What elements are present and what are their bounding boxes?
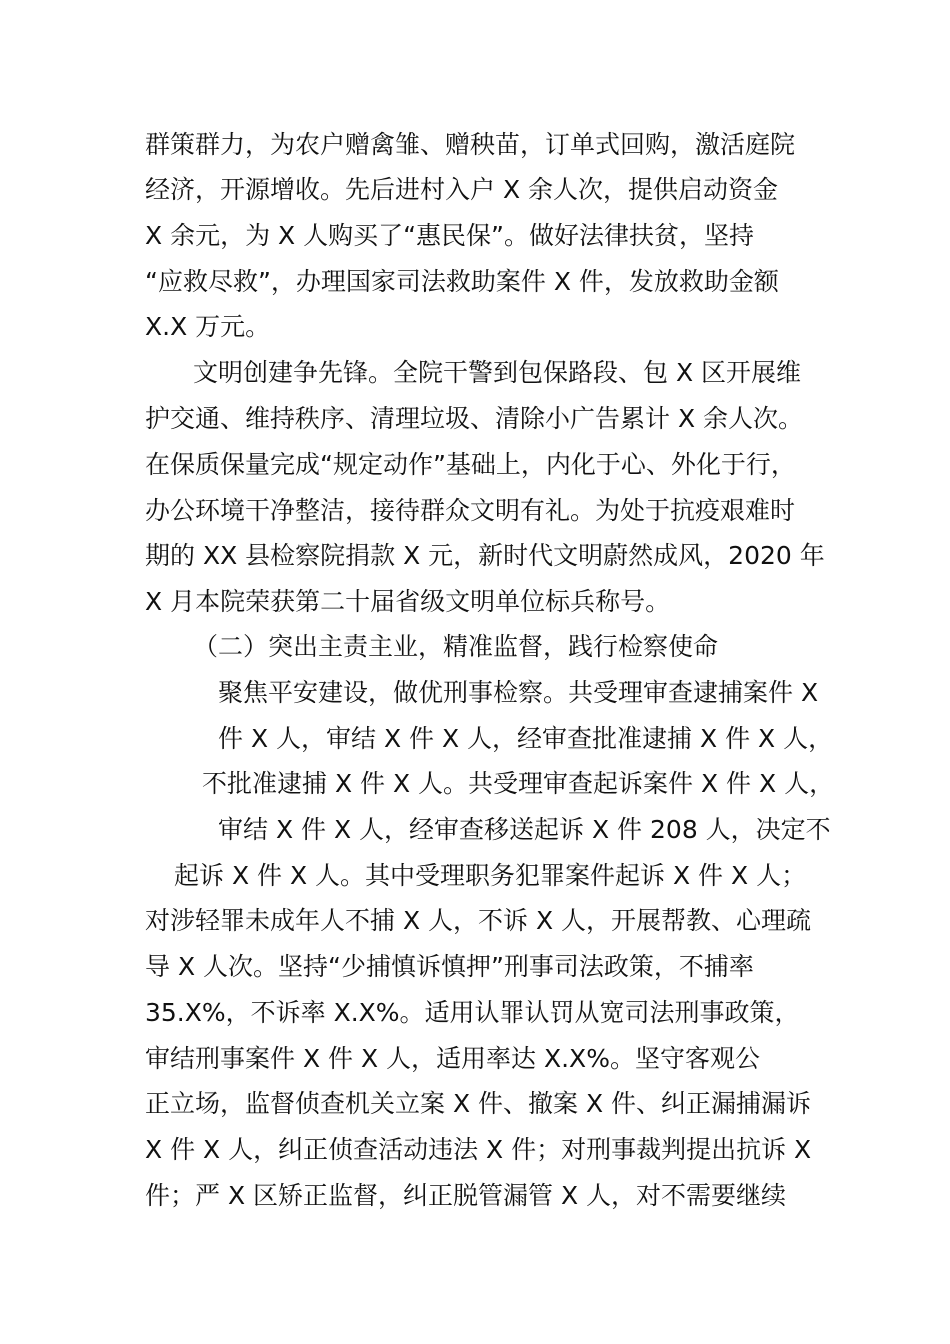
- text-line: X 余元，为 X 人购买了“惠民保”。做好法律扶贫，坚持: [145, 221, 754, 250]
- text-line: 不批准逮捕 X 件 X 人。共受理审查起诉案件 X 件 X 人，: [202, 769, 835, 798]
- text-line: 经济，开源增收。先后进村入户 X 余人次，提供启动资金: [145, 175, 779, 204]
- text-line: 期的 XX 县检察院捐款 X 元，新时代文明蔚然成风，2020 年: [145, 541, 825, 570]
- text-line: 导 X 人次。坚持“少捕慎诉慎押”刑事司法政策，不捕率: [145, 952, 754, 981]
- text-line: 正立场，监督侦查机关立案 X 件、撤案 X 件、纠正漏捕漏诉: [145, 1089, 812, 1118]
- section-heading: （二）突出主责主业，精准监督，践行检察使命: [193, 632, 719, 661]
- text-line: 审结刑事案件 X 件 X 人，适用率达 X.X%。坚守客观公: [145, 1044, 760, 1073]
- text-line: X 月本院荣获第二十届省级文明单位标兵称号。: [145, 587, 671, 616]
- text-line: 审结 X 件 X 人，经审查移送起诉 X 件 208 人，决定不: [218, 815, 831, 844]
- text-line: 护交通、维持秩序、清理垃圾、清除小广告累计 X 余人次。: [145, 404, 804, 433]
- text-line: 办公环境干净整洁，接待群众文明有礼。为处于抗疫艰难时: [145, 496, 796, 525]
- text-line: 件；严 X 区矫正监督，纠正脱管漏管 X 人，对不需要继续: [145, 1181, 787, 1210]
- text-line: 对涉轻罪未成年人不捕 X 人，不诉 X 人，开展帮教、心理疏: [145, 906, 812, 935]
- text-line: X.X 万元。: [145, 312, 271, 341]
- text-line: 35.X%，不诉率 X.X%。适用认罪认罚从宽司法刑事政策，: [145, 998, 800, 1027]
- paragraph-start-line: 聚焦平安建设，做优刑事检察。共受理审查逮捕案件 X: [218, 678, 819, 707]
- text-line: 群策群力，为农户赠禽雏、赠秧苗，订单式回购，激活庭院: [145, 130, 796, 159]
- text-line: 件 X 人，审结 X 件 X 人，经审查批准逮捕 X 件 X 人，: [218, 724, 834, 753]
- text-line: 起诉 X 件 X 人。其中受理职务犯罪案件起诉 X 件 X 人；: [174, 861, 807, 890]
- paragraph-start-line: 文明创建争先锋。全院干警到包保路段、包 X 区开展维: [193, 358, 802, 387]
- text-line: 在保质保量完成“规定动作”基础上，内化于心、外化于行，: [145, 450, 796, 479]
- text-line: X 件 X 人，纠正侦查活动违法 X 件；对刑事裁判提出抗诉 X: [145, 1135, 812, 1164]
- text-line: “应救尽救”，办理国家司法救助案件 X 件，发放救助金额: [145, 267, 779, 296]
